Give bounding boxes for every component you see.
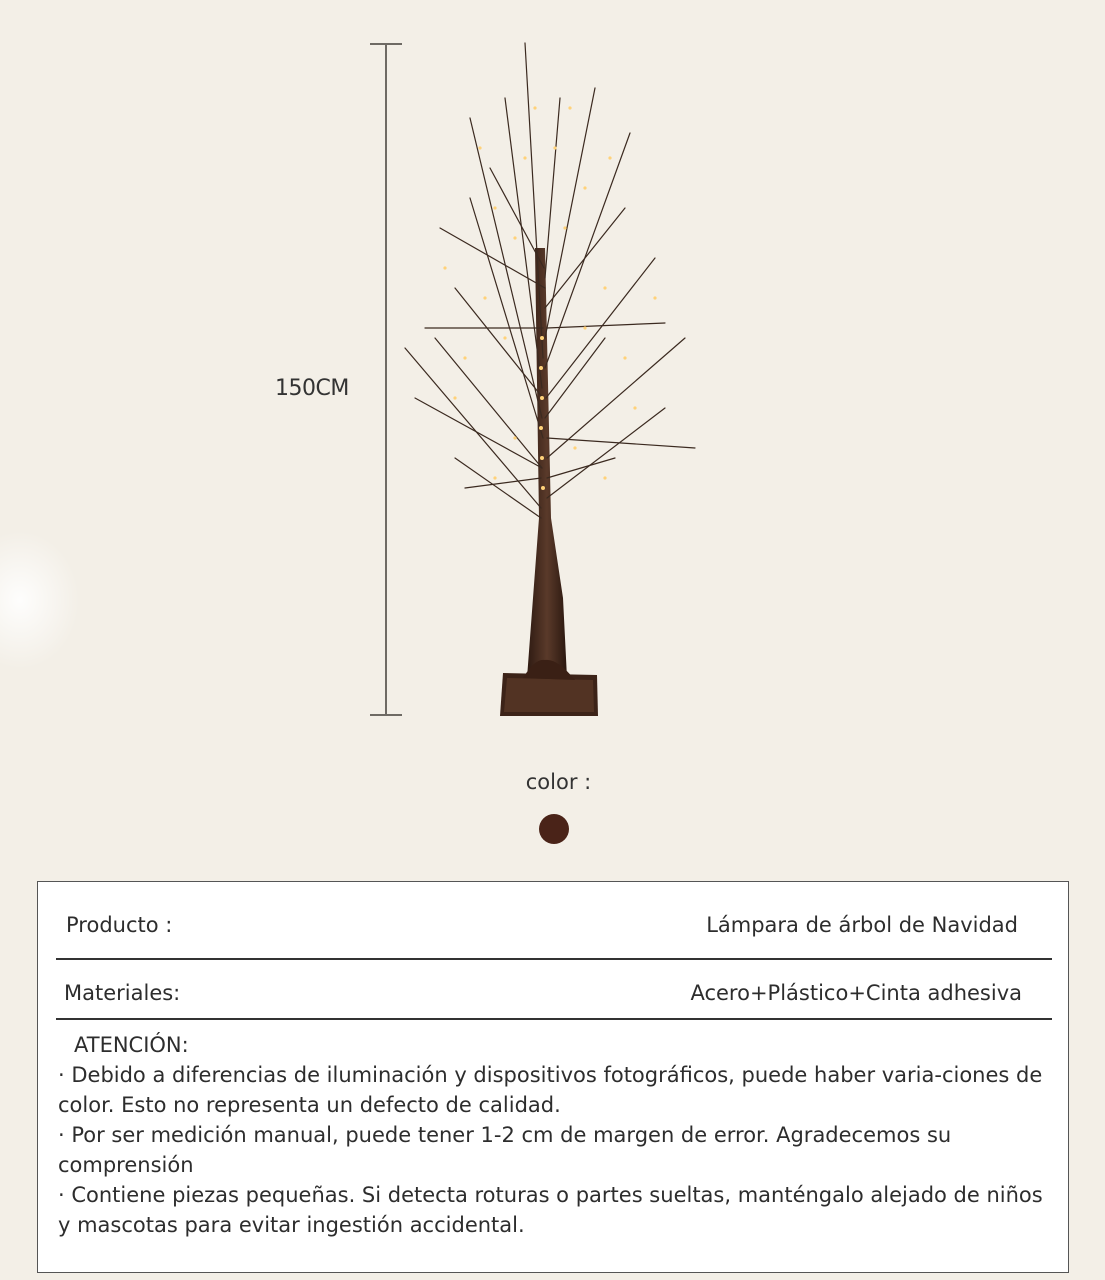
color-swatch-brown[interactable] bbox=[539, 814, 569, 844]
attention-item: · Por ser medición manual, puede tener 1-2 cm de margen de error. Agradecemos su comprensión bbox=[58, 1123, 952, 1177]
attention-item: · Debido a diferencias de iluminación y dispositivos fotográficos, puede haber varia-ciones de color. Esto no representa un defecto de calidad. bbox=[58, 1063, 1043, 1117]
materials-label: Materiales: bbox=[64, 981, 181, 1005]
height-label: 150CM bbox=[275, 376, 349, 401]
product-label: Producto : bbox=[66, 913, 173, 937]
spec-divider bbox=[56, 958, 1052, 960]
attention-title: ATENCIÓN: bbox=[74, 1033, 189, 1057]
attention-notes bbox=[58, 1030, 1044, 1240]
height-measure-line bbox=[385, 43, 387, 715]
attention-item: · Contiene piezas pequeñas. Si detecta roturas o partes sueltas, manténgalo alejado de niños y mascotas para evitar ingestión accidental. bbox=[58, 1183, 1043, 1237]
spec-divider bbox=[56, 1018, 1052, 1020]
color-label: color : bbox=[525, 770, 592, 794]
spec-row-product bbox=[56, 896, 1052, 954]
product-value: Lámpara de árbol de Navidad bbox=[706, 913, 1018, 937]
specifications-box bbox=[37, 881, 1069, 1273]
christmas-tree-lamp-image bbox=[395, 38, 705, 720]
materials-value: Acero+Plástico+Cinta adhesiva bbox=[690, 981, 1022, 1005]
background-glow bbox=[0, 530, 80, 670]
spec-row-materials bbox=[56, 964, 1052, 1022]
